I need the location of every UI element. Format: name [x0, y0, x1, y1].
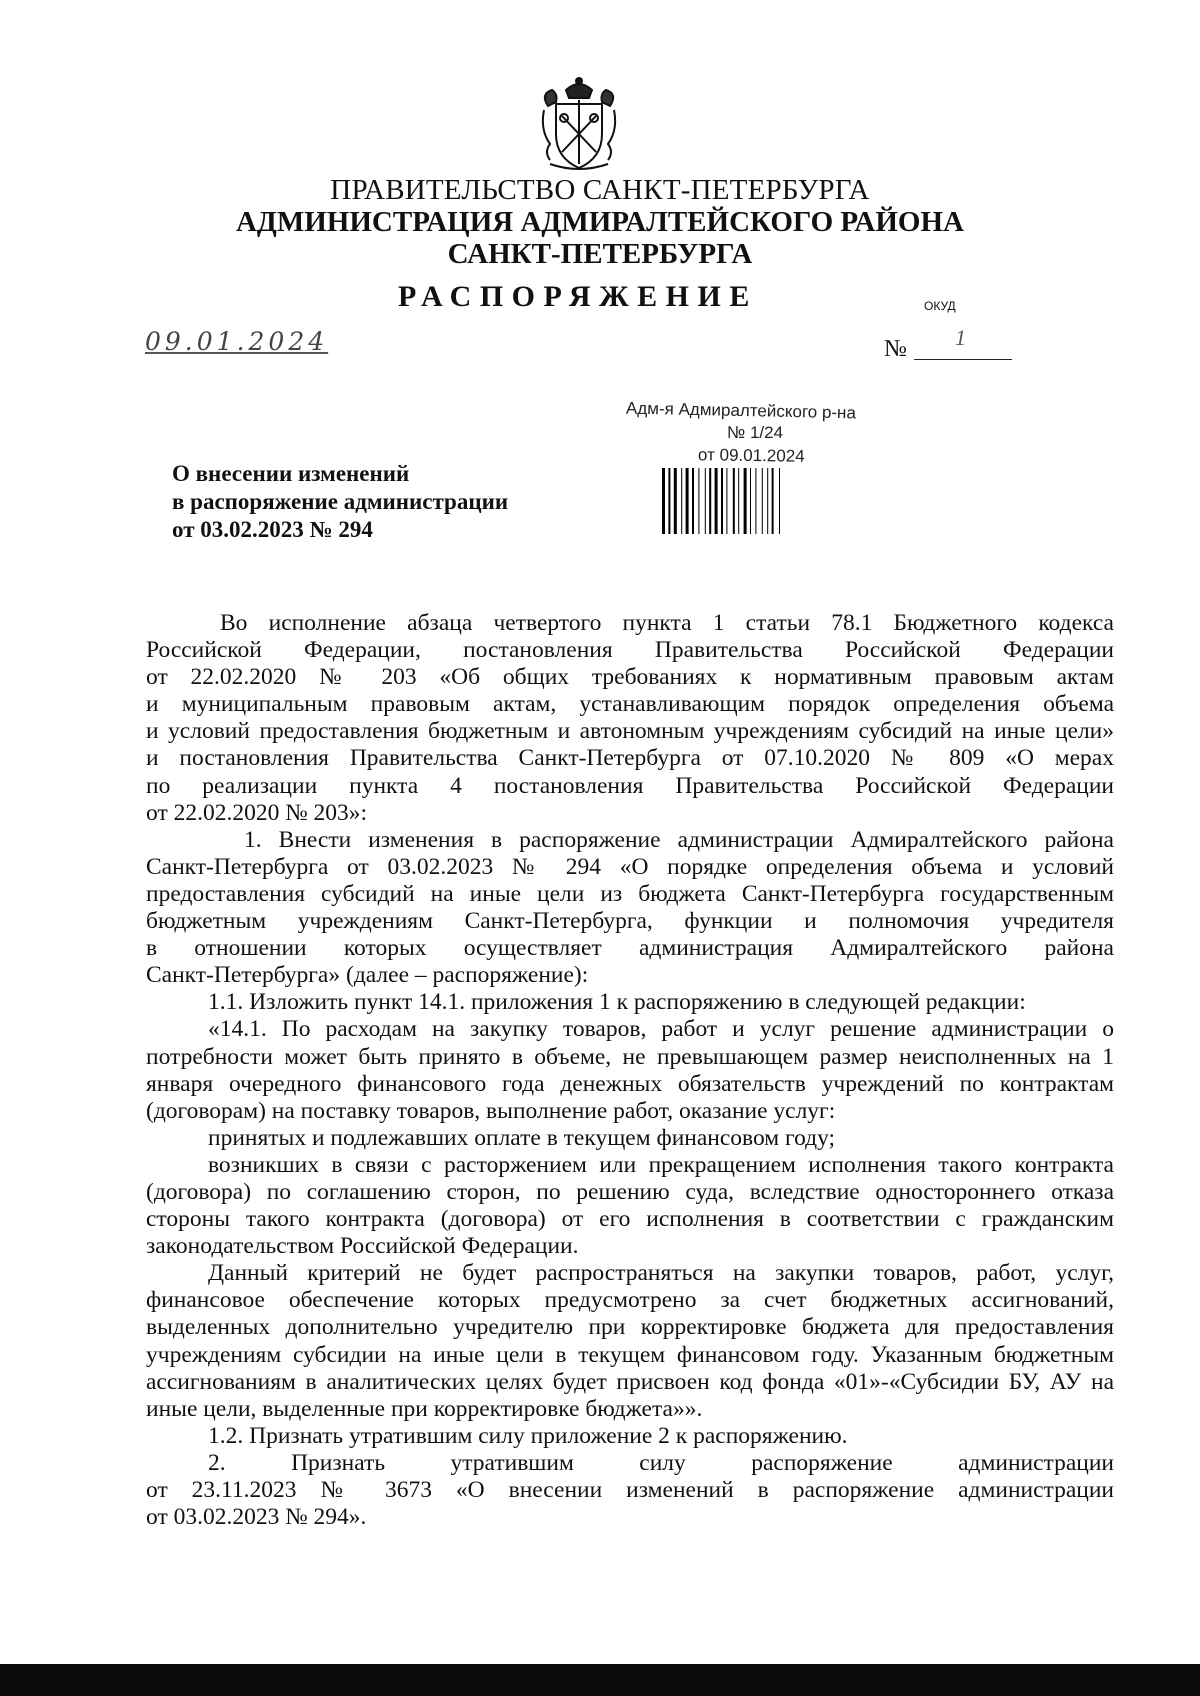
- text-line: Санкт-Петербурга» (далее – распоряжение):: [146, 962, 589, 989]
- text-line: Во исполнение абзаца четвертого пункта 1 статьи 78.1 Бюджетного кодекса: [220, 610, 1114, 636]
- number-underline: [914, 359, 1012, 360]
- text-line: Данный критерий не будет распространяться на закупки товаров, работ, услуг,: [208, 1260, 1114, 1287]
- text-line: законодательством Российской Федерации.: [146, 1233, 579, 1260]
- text-line: 1. Внести изменения в распоряжение администрации Адмиралтейского района: [244, 826, 1114, 853]
- stamp-organization: Адм-я Адмиралтейского р-на: [625, 398, 857, 423]
- text-line: Санкт-Петербурга от 03.02.2023 № 294 «О порядке определения объема и условий: [146, 853, 1114, 880]
- text-line: возникших в связи с расторжением или прекращением исполнения такого контракта: [208, 1151, 1114, 1178]
- text-line: и постановления Правительства Санкт-Петербурга от 07.10.2020 № 809 «О мерах: [146, 745, 1114, 772]
- text-line: потребности может быть принято в объеме, не превышающем размер неисполненных на 1: [146, 1043, 1114, 1070]
- text-line: предоставления субсидий на иные цели из бюджета Санкт-Петербурга государственным: [146, 880, 1114, 907]
- text-line: от 22.02.2020 № 203»:: [146, 799, 368, 826]
- criterion-paragraph: [146, 1260, 1114, 1423]
- administration-heading: АДМИНИСТРАЦИЯ АДМИРАЛТЕЙСКОГО РАЙОНА: [235, 206, 964, 238]
- document-body: [146, 610, 1114, 1531]
- text-line: Российской Федерации, постановления Правительства Российской Федерации: [146, 637, 1114, 664]
- number-label: №: [884, 336, 907, 362]
- subject-line: от 03.02.2023 № 294: [172, 517, 373, 542]
- text-line: по реализации пункта 4 постановления Правительства Российской Федерации: [146, 772, 1114, 799]
- text-line: (договорам) на поставку товаров, выполнение работ, оказание услуг:: [146, 1097, 836, 1124]
- stamp-number: № 1/24: [727, 423, 784, 442]
- handwritten-number: 1: [955, 325, 966, 350]
- city-heading: САНКТ-ПЕТЕРБУРГА: [447, 238, 753, 270]
- subject-line: в распоряжение администрации: [172, 489, 509, 514]
- coat-of-arms-icon: [536, 76, 622, 172]
- barcode-icon: [662, 468, 852, 534]
- text-line: от 23.11.2023 № 3673 «О внесении изменений в распоряжение администрации: [146, 1477, 1114, 1503]
- text-line: от 22.02.2020 № 203 «Об общих требованиях к нормативным правовым актам: [146, 664, 1114, 691]
- text-line: от 03.02.2023 № 294».: [146, 1504, 367, 1531]
- okud-label: ОКУД: [924, 299, 956, 313]
- item-14-1-paragraph: [146, 1016, 1114, 1124]
- item-2-paragraph: [146, 1450, 1114, 1531]
- stamp-date: от 09.01.2024: [697, 445, 805, 466]
- government-heading: ПРАВИТЕЛЬСТВО САНКТ-ПЕТЕРБУРГА: [330, 174, 870, 206]
- text-line: ассигнованиям в аналитических целях будет присвоен код фонда «01»-«Субсидии БУ, АУ на: [146, 1368, 1114, 1395]
- text-line: бюджетным учреждениям Санкт-Петербурга, функции и полномочия учредителя: [146, 908, 1114, 935]
- preamble-paragraph: [146, 610, 1114, 827]
- subject-block: [172, 460, 508, 544]
- text-line: в отношении которых осуществляет администрация Адмиралтейского района: [146, 935, 1114, 962]
- termination-paragraph: [146, 1152, 1114, 1260]
- accepted-obligations-paragraph: принятых и подлежавших оплате в текущем финансовом году;: [208, 1124, 836, 1151]
- text-line: выделенных дополнительно учредителю при корректировке бюджета для предоставления: [146, 1314, 1114, 1341]
- item-1-paragraph: [146, 827, 1114, 990]
- text-line: и условий предоставления бюджетным и автономным учреждениям субсидий на иные цели»: [146, 718, 1114, 745]
- text-line: финансовое обеспечение которых предусмотрено за счет бюджетных ассигнований,: [146, 1287, 1114, 1314]
- text-line: и муниципальным правовым актам, устанавливающим порядок определения объема: [146, 691, 1114, 718]
- document-type-title: РАСПОРЯЖЕНИЕ: [398, 280, 758, 313]
- text-line: января очередного финансового года денежных обязательств учреждений по контрактам: [146, 1070, 1114, 1097]
- text-line: (договора) по соглашению сторон, по решению суда, вследствие одностороннего отказа: [146, 1178, 1114, 1205]
- handwritten-date: 09.01.2024: [145, 327, 329, 356]
- item-1-1-paragraph: 1.1. Изложить пункт 14.1. приложения 1 к распоряжению в следующей редакции:: [208, 989, 1026, 1016]
- text-line: учреждениям субсидии на иные цели в текущем финансовом году. Указанным бюджетным: [146, 1341, 1114, 1368]
- subject-line: О внесении изменений: [172, 461, 410, 486]
- text-line: стороны такого контракта (договора) от его исполнения в соответствии с гражданским: [146, 1206, 1114, 1233]
- text-line: иные цели, выделенные при корректировке бюджета»».: [146, 1395, 703, 1422]
- scan-bottom-border: [0, 1664, 1200, 1696]
- text-line: 2. Признать утратившим силу распоряжение администрации: [208, 1449, 1114, 1476]
- item-1-2-paragraph: 1.2. Признать утратившим силу приложение 2 к распоряжению.: [208, 1422, 848, 1449]
- text-line: «14.1. По расходам на закупку товаров, работ и услуг решение администрации о: [208, 1016, 1114, 1043]
